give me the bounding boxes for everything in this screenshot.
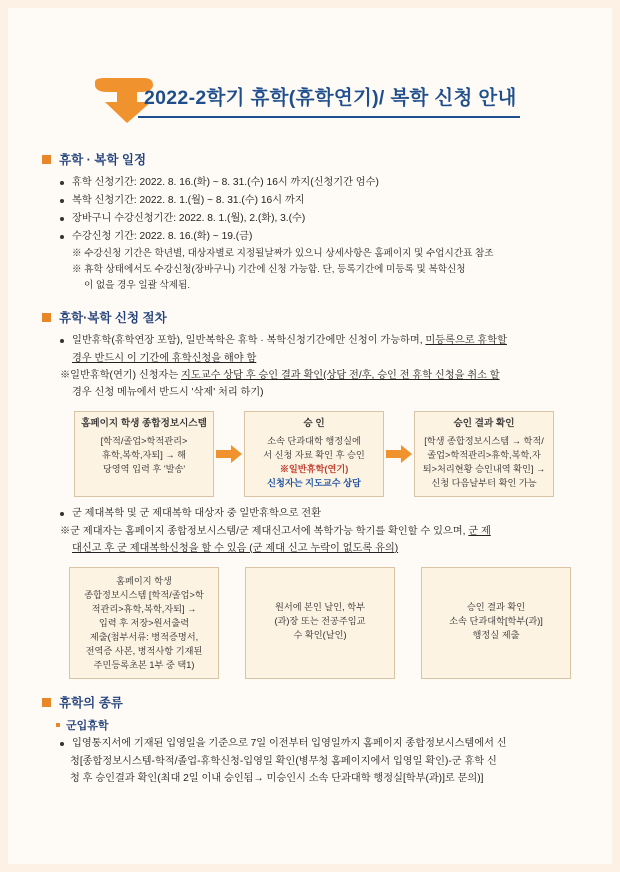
list-item: 수강신청 기간: 2022. 8. 16.(화) ~ 19.(금) [60, 228, 578, 245]
section-title: 휴학·복학 신청 절차 [59, 311, 167, 325]
procedure-note-a: ※일반휴학(연기) 신청자는 [60, 370, 182, 381]
flow2-box-apply [69, 567, 219, 679]
flow-diagram-1 [42, 411, 578, 497]
flow-box-title: 승 인 [303, 418, 325, 429]
flow-box-line: 서 신청 자료 확인 후 승인 [263, 450, 365, 460]
flow2-box-submit [421, 567, 571, 679]
flow-arrow-icon [384, 411, 414, 497]
list-item: 휴학 신청기간: 2022. 8. 16.(화) ~ 8. 31.(수) 16시 까지(신청기간 엄수) [60, 174, 578, 191]
military-note-underline: 군 제 [468, 526, 491, 537]
flow-diagram-2 [42, 567, 578, 679]
schedule-list [42, 174, 578, 245]
flow-box-line: 주민등록초본 1부 중 택1) [93, 660, 195, 670]
flow2-box-sign [245, 567, 395, 679]
flow-box-highlight-2: 신청자는 지도교수 상담 [267, 478, 361, 488]
schedule-note-2: ※ 휴학 상태에서도 수강신청(장바구니) 기간에 신청 가능함. 단, 등록기간에 미등록 및 복학신청 [72, 264, 466, 275]
square-bullet-icon [42, 313, 51, 322]
military-note-text: ※군 제대자는 홈페이지 종합정보시스템/군 제대신고서에 복학가능 학기를 확인할 수 있으며, [60, 526, 469, 537]
procedure-line-2b: 경우 신청 메뉴에서 반드시 '삭제' 처리 하기) [72, 387, 264, 398]
flow-box-line: 제출(첨부서류: 병적증명서, [89, 632, 199, 642]
flow-box-line: 원서에 본인 날인, 학부 [274, 602, 366, 612]
square-bullet-icon [42, 155, 51, 164]
flow-box-line: 수 확인(날인) [293, 630, 347, 640]
section-heading-types [42, 693, 578, 711]
section-title: 휴학 · 복학 일정 [59, 153, 147, 167]
flow-box-line: 퇴>처리현황 승인내역 확인] → [422, 464, 546, 474]
flow-box-apply [74, 411, 214, 497]
procedure-line-1b [42, 350, 578, 367]
procedure-line-2 [42, 367, 578, 384]
list-item: 입영통지서에 기재된 입영일을 기준으로 7일 이전부터 입영일까지 홈페이지 종합정보시스템에서 신 [60, 735, 578, 752]
military-note-underline-2: 대신고 후 군 제대복학신청을 할 수 있음 (군 제대 신고 누락이 없도록 유의) [72, 543, 399, 554]
flow-arrow-icon [214, 411, 244, 497]
military-note-b [42, 540, 578, 557]
procedure-note-underline: 지도교수 상담 후 승인 결과 확인(상담 전/후, 승인 전 휴학 신청을 취소 할 [181, 370, 500, 381]
flow-box-line: [학생 종합정보시스템 → 학적/ [424, 436, 544, 446]
flow-box-line: 종합정보시스템 [학적/졸업>학 [84, 590, 204, 600]
flow-box-line: (과)장 또는 전공주임교 [274, 616, 366, 626]
flow-box-approval [244, 411, 384, 497]
flow-box-line: 휴학,복학,자퇴] → 해 [101, 450, 187, 460]
flow-box-result [414, 411, 554, 497]
flow-box-title: 홈페이지 학생 종합정보시스템 [81, 418, 207, 429]
list-item: 장바구니 수강신청기간: 2022. 8. 1.(월), 2.(화), 3.(수) [60, 210, 578, 227]
document-content [8, 124, 612, 787]
flow-box-line: 소속 단과대학[학부(과)] [449, 616, 543, 626]
flow-box-line: 홈페이지 학생 [116, 576, 172, 586]
list-item: 군 제대복학 및 군 제대복학 대상자 중 일반휴학으로 전환 [60, 505, 578, 522]
subsection-label: 군입휴학 [66, 720, 109, 732]
list-item: 복학 신청기간: 2022. 8. 1.(월) ~ 8. 31.(수) 16시 까지 [60, 192, 578, 209]
flow-box-title: 승인 결과 확인 [453, 418, 515, 429]
subsection-military-leave [56, 717, 578, 733]
section-title: 휴학의 종류 [59, 696, 123, 710]
flow-box-line: 졸업>학적관리>휴학,복학,자 [427, 450, 541, 460]
schedule-note-3: 이 없을 경우 일괄 삭제됨. [84, 280, 191, 291]
section-heading-procedure [42, 308, 578, 326]
flow-box-line: [학적/졸업>학적관리> [100, 436, 188, 446]
title-underline [138, 116, 520, 118]
schedule-note-1: ※ 수강신청 기간은 학년별, 대상자별로 지정될날짜가 있으니 상세사항은 홈페이지 및 수업시간표 참조 [72, 248, 494, 259]
flow-box-line: 당영역 입력 후 '발송' [102, 464, 186, 474]
procedure-text-underline-2: 경우 반드시 이 기간에 휴학신청을 해야 함 [72, 353, 257, 364]
flow-box-line: 행정실 제출 [472, 630, 520, 640]
section-heading-schedule [42, 150, 578, 168]
flow-box-line: 전역증 사본, 병적사항 기재된 [85, 646, 203, 656]
flow-box-highlight: ※일반휴학(연기) [279, 464, 349, 474]
procedure-text-underline: 미등록으로 휴학할 [425, 335, 507, 346]
procedure-list [42, 332, 578, 349]
document-paper [8, 8, 612, 864]
flow-box-line: 신청 다음날부터 확인 가능 [431, 478, 537, 488]
military-list [42, 505, 578, 522]
flow-box-line: 승인 결과 확인 [466, 602, 526, 612]
flow-box-line: 소속 단과대학 행정실에 [267, 436, 361, 446]
types-line-3: 청 후 승인결과 확인(최대 2일 이내 승인됨→ 미승인시 소속 단과대학 행정실[학부(과)]로 문의)] [70, 773, 484, 784]
flow-box-line: 입력 후 저장>원서출력 [98, 618, 190, 628]
square-bullet-icon [42, 698, 51, 707]
page-title: 2022-2학기 휴학(휴학연기)/ 복학 신청 안내 [144, 87, 517, 109]
small-square-bullet-icon [56, 723, 60, 727]
types-list [42, 735, 578, 752]
flow-box-line: 적관리>휴학,복학,자퇴] → [91, 604, 197, 614]
title-block [8, 70, 612, 124]
procedure-text-a: 일반휴학(휴학연장 포함), 일반복학은 휴학 · 복학신청기간에만 신청이 가능하며, [72, 335, 426, 346]
list-item [60, 332, 578, 349]
military-note-a [42, 523, 578, 540]
types-line-2: 청[종합정보시스템-학적/졸업-휴학신청-입영일 확인(병무청 홈페이지에서 입영일 확인)-군 휴학 신 [70, 756, 497, 767]
